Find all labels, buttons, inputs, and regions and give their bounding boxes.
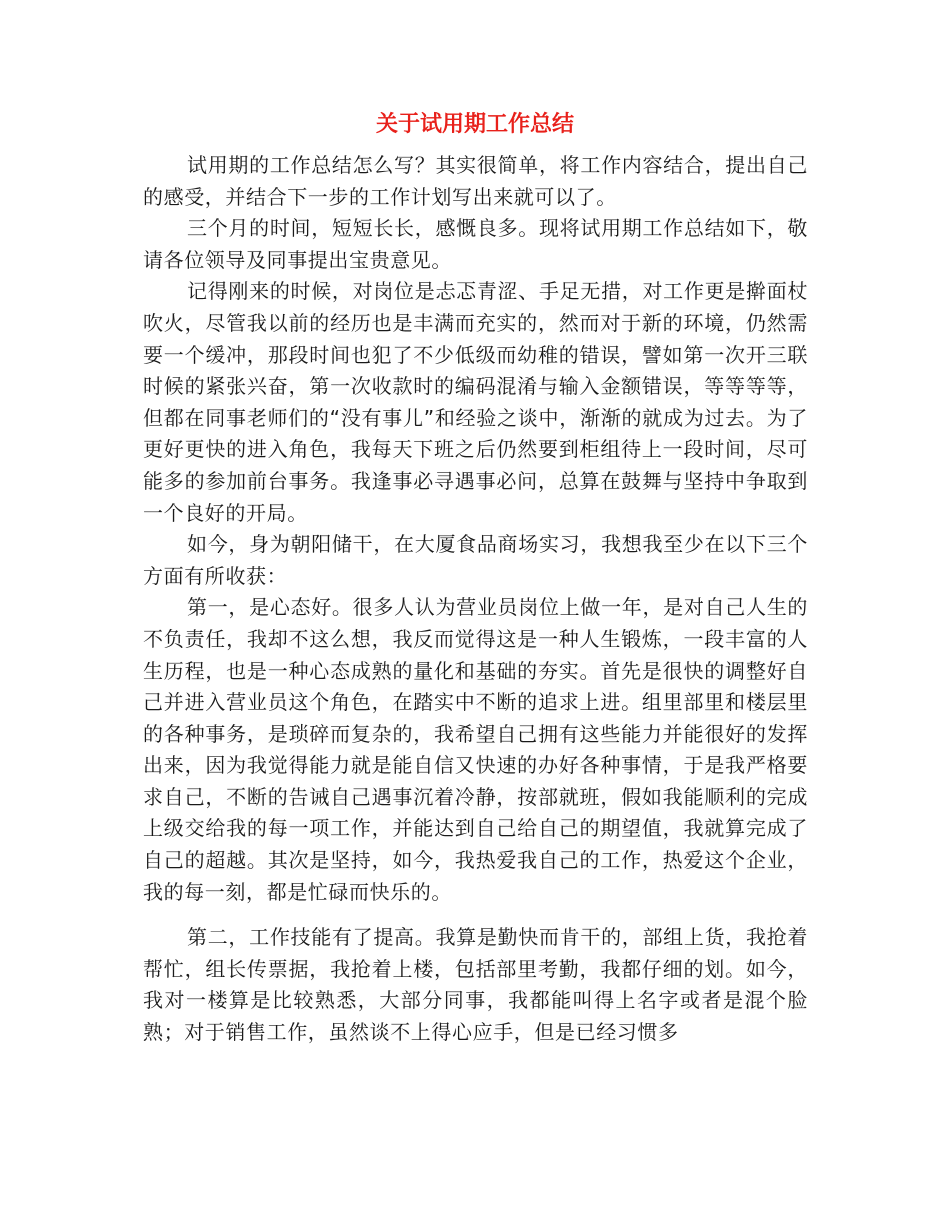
paragraph-beginning: 记得刚来的时候，对岗位是忐忑青涩、手足无措，对工作更是擀面杖吹火，尽管我以前的经历也是丰满而充实的，然而对于新的环境，仍然需要一个缓冲，那段时间也犯了不少低级而幼稚的错误，譬如第一次开三联时候的紧张兴奋，第一次收款时的编码混淆与输入金额错误，等等等等，但都在同事老师们的“没有事儿”和经验之谈中，渐渐的就成为过去。为了更好更快的进入角色，我每天下班之后仍然要到柜组待上一段时间，尽可能多的参加前台事务。我逢事必寻遇事必问，总算在鼓舞与坚持中争取到一个良好的开局。 bbox=[143, 279, 808, 525]
paragraph-intro: 试用期的工作总结怎么写？其实很简单，将工作内容结合，提出自己的感受，并结合下一步的工作计划写出来就可以了。 bbox=[143, 153, 808, 209]
document-title: 关于试用期工作总结 bbox=[375, 112, 574, 137]
document-body bbox=[143, 150, 808, 1049]
paragraph-first-mindset: 第一，是心态好。很多人认为营业员岗位上做一年，是对自己人生的不负责任，我却不这么想，我反而觉得这是一种人生锻炼，一段丰富的人生历程，也是一种心态成熟的量化和基础的夯实。首先是很快的调整好自己并进入营业员这个角色，在踏实中不断的追求上进。组里部里和楼层里的各种事务，是琐碎而复杂的，我希望自己拥有这些能力并能很好的发挥出来，因为我觉得能力就是能自信又快速的办好各种事情，于是我严格要求自己，不断的告诫自己遇事沉着冷静，按部就班，假如我能顺利的完成上级交给我的每一项工作，并能达到自己给自己的期望值，我就算完成了自己的超越。其次是坚持，如今，我热爱我自己的工作，热爱这个企业，我的每一刻，都是忙碌而快乐的。 bbox=[143, 595, 808, 904]
paragraph-overview: 三个月的时间，短短长长，感慨良多。现将试用期工作总结如下，敬请各位领导及同事提出宝贵意见。 bbox=[143, 216, 808, 272]
paragraph-second-skills: 第二，工作技能有了提高。我算是勤快而肯干的，部组上货，我抢着帮忙，组长传票据，我抢着上楼，包括部里考勤，我都仔细的划。如今，我对一楼算是比较熟悉，大部分同事，我都能叫得上名字或者是混个脸熟；对于销售工作，虽然谈不上得心应手，但是已经习惯多 bbox=[143, 925, 808, 1045]
paragraph-gains-intro: 如今，身为朝阳储干，在大厦食品商场实习，我想我至少在以下三个方面有所收获： bbox=[143, 532, 808, 588]
